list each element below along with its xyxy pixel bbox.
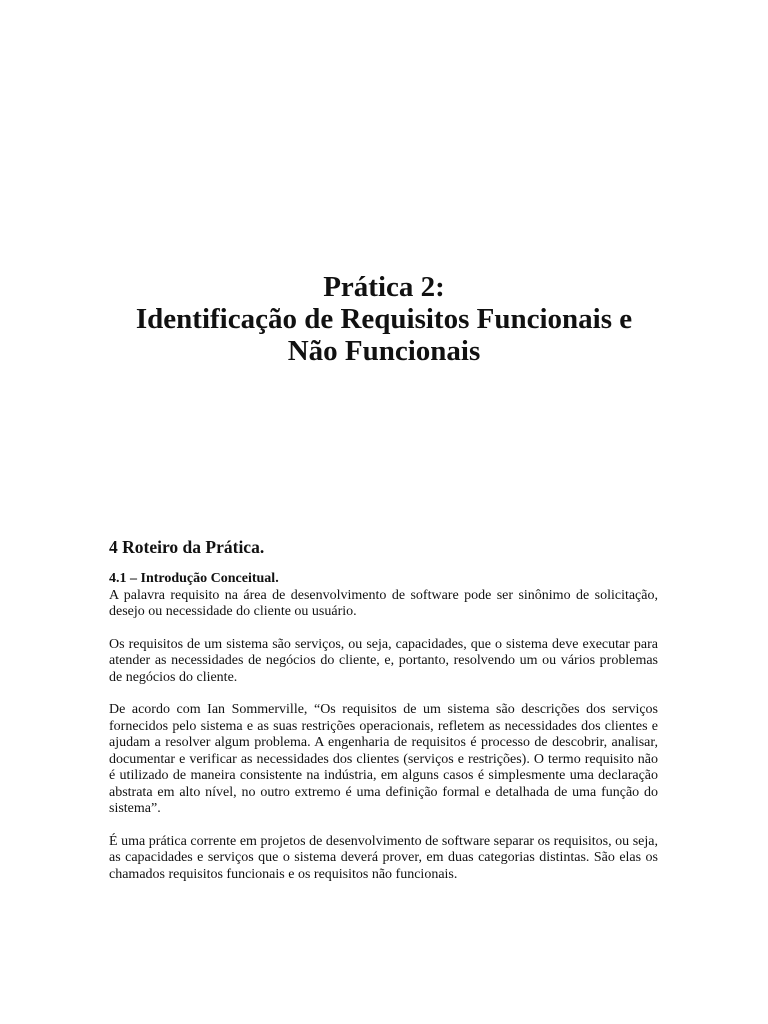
title-line-3: Não Funcionais xyxy=(287,335,481,367)
subsection-heading: 4.1 – Introdução Conceitual. xyxy=(109,571,279,586)
title-line-2: Identificação de Requisitos Funcionais e xyxy=(135,303,633,335)
paragraph-2: Os requisitos de um sistema são serviços, ou seja, capacidades, que o sistema deve executar para atender as necessidades de negócios do cliente, e, portanto, resolvendo um ou vários problemas de negócios do cliente. xyxy=(109,636,658,685)
document-body xyxy=(109,536,658,883)
paragraph-3: De acordo com Ian Sommerville, “Os requisitos de um sistema são descrições dos serviços fornecidos pelo sistema e as suas restrições operacionais, refletem as necessidades dos clientes e ajudam a resolver algum problema. A engenharia de requisitos é processo de descobrir, analisar, documentar e verificar as necessidades dos clientes (serviços e restrições). O termo requisito não é utilizado de maneira consistente na indústria, em alguns casos é simplesmente uma declaração abstrata em alto nível, no outro extremo é uma definição formal e detalhada de uma função do sistema”. xyxy=(109,702,658,816)
document-title xyxy=(0,271,768,367)
paragraph-1: A palavra requisito na área de desenvolvimento de software pode ser sinônimo de solicitação, desejo ou necessidade do cliente ou usuário. xyxy=(109,587,658,619)
title-line-1: Prática 2: xyxy=(323,271,445,303)
section-heading: 4 Roteiro da Prática. xyxy=(109,537,265,557)
paragraph-4: É uma prática corrente em projetos de desenvolvimento de software separar os requisitos, ou seja, as capacidades e serviços que o sistema deverá prover, em duas categorias distintas. São elas os chamados requisitos funcionais e os requisitos não funcionais. xyxy=(109,833,658,882)
